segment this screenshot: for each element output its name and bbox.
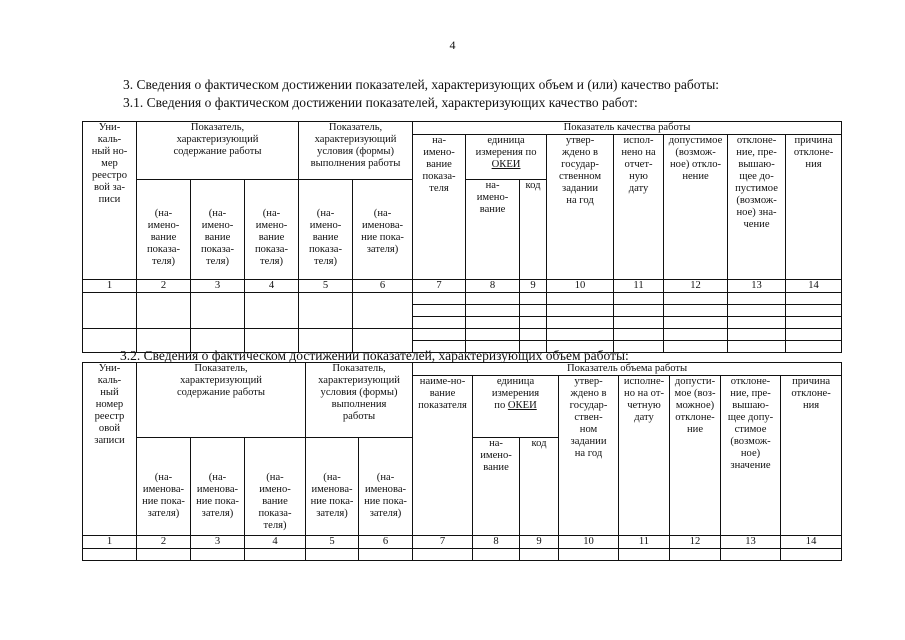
t2-cell[interactable]	[83, 549, 137, 561]
t1-cell[interactable]	[728, 305, 786, 317]
t2-data-row	[83, 549, 842, 561]
t1-approved-header: утвер- ждено в государ- ственном задании на год	[547, 135, 614, 280]
t1-reason-header: причина отклоне- ния	[786, 135, 842, 280]
t1-col-number: 2	[137, 280, 191, 293]
t1-indicator-name-header: на- имено- вание показа- теля	[413, 135, 466, 280]
t1-cell[interactable]	[728, 341, 786, 353]
t1-okei-code-header: код	[520, 180, 547, 280]
t2-cell[interactable]	[559, 549, 619, 561]
t1-cell[interactable]	[353, 293, 413, 329]
t1-cell[interactable]	[786, 317, 842, 329]
t1-cell[interactable]	[413, 293, 466, 305]
t1-okei-label: ОКЕИ	[491, 159, 521, 170]
t1-cell[interactable]	[83, 293, 137, 329]
t1-cell[interactable]	[547, 305, 614, 317]
t1-cell[interactable]	[547, 329, 614, 341]
t1-cell[interactable]	[786, 305, 842, 317]
t2-conditions-group-header: Показатель, характеризующий условия (формы) выполнения работы	[306, 363, 413, 438]
t2-col-number: 5	[306, 536, 359, 549]
t1-okei-name-header: на- имено- вание	[466, 180, 520, 280]
t2-col-number: 1	[83, 536, 137, 549]
t2-reason-header: причина отклоне- ния	[781, 376, 842, 536]
t1-content-name-2: (на- имено- вание показа- теля)	[191, 180, 245, 280]
t1-allowed-deviation-header: допустимое (возмож- ное) откло- нение	[664, 135, 728, 280]
t1-col-number: 4	[245, 280, 299, 293]
t2-col-number: 14	[781, 536, 842, 549]
t1-cell[interactable]	[664, 305, 728, 317]
t1-data-row	[83, 329, 842, 341]
t1-cell[interactable]	[547, 317, 614, 329]
t1-col-number: 5	[299, 280, 353, 293]
t1-content-name-3: (на- имено- вание показа- теля)	[245, 180, 299, 280]
t1-col-number: 11	[614, 280, 664, 293]
t1-condition-name-2: (на- именова- ние пока- зателя)	[353, 180, 413, 280]
t1-exceeding-deviation-header: отклоне- ние, пре- вышаю- щее до- пустимое (возмож- ное) зна- чение	[728, 135, 786, 280]
t2-okei-unit-header	[473, 376, 559, 438]
section-3-1-heading: 3.1. Сведения о фактическом достижении показателей, характеризующих качество работ:	[123, 95, 638, 110]
t2-cell[interactable]	[619, 549, 670, 561]
t1-cell[interactable]	[728, 329, 786, 341]
t2-allowed-deviation-header: допусти- мое (воз- можное) отклоне- ние	[670, 376, 721, 536]
t1-cell[interactable]	[786, 329, 842, 341]
t1-cell[interactable]	[614, 317, 664, 329]
t2-content-name-1: (на- именова- ние пока- зателя)	[137, 438, 191, 536]
t2-cell[interactable]	[191, 549, 245, 561]
t2-okei-code-header: код	[520, 438, 559, 536]
t2-col-number: 6	[359, 536, 413, 549]
t2-unique-number-header: Уни- каль- ный номер реестр овой записи	[83, 363, 137, 536]
t2-col-number: 8	[473, 536, 520, 549]
t2-cell[interactable]	[137, 549, 191, 561]
t1-cell[interactable]	[191, 293, 245, 329]
t2-col-number: 2	[137, 536, 191, 549]
t1-cell[interactable]	[728, 293, 786, 305]
t1-cell[interactable]	[786, 341, 842, 353]
t2-cell[interactable]	[359, 549, 413, 561]
t2-okei-name-header: на- имено- вание	[473, 438, 520, 536]
t2-col-number: 4	[245, 536, 306, 549]
t1-cell[interactable]	[466, 293, 520, 305]
t2-executed-header: исполне- но на от- четную дату	[619, 376, 670, 536]
t1-cell[interactable]	[728, 317, 786, 329]
t1-cell[interactable]	[547, 293, 614, 305]
t1-content-name-1: (на- имено- вание показа- теля)	[137, 180, 191, 280]
quality-indicators-table	[82, 121, 842, 353]
t2-content-group-header: Показатель, характеризующий содержание работы	[137, 363, 306, 438]
t1-col-number: 12	[664, 280, 728, 293]
t2-col-number: 3	[191, 536, 245, 549]
t1-cell[interactable]	[413, 305, 466, 317]
t1-cell[interactable]	[466, 305, 520, 317]
t2-cell[interactable]	[670, 549, 721, 561]
t1-col-number: 9	[520, 280, 547, 293]
t1-cell[interactable]	[466, 329, 520, 341]
t2-approved-header: утвер- ждено в государ- ствен- ном задании на год	[559, 376, 619, 536]
t1-col-number: 13	[728, 280, 786, 293]
t1-okei-unit-header	[466, 135, 547, 180]
t1-cell[interactable]	[614, 305, 664, 317]
t1-cell[interactable]	[520, 317, 547, 329]
t1-col-number: 14	[786, 280, 842, 293]
t2-cell[interactable]	[306, 549, 359, 561]
t1-conditions-group-header: Показатель, характеризующий условия (формы) выполнения работы	[299, 122, 413, 180]
t2-cell[interactable]	[473, 549, 520, 561]
t2-condition-name-1: (на- именова- ние пока- зателя)	[306, 438, 359, 536]
t1-cell[interactable]	[520, 293, 547, 305]
t2-content-name-2: (на- именова- ние пока- зателя)	[191, 438, 245, 536]
t1-cell[interactable]	[413, 317, 466, 329]
volume-indicators-table	[82, 362, 842, 561]
t2-volume-group-header: Показатель объема работы	[413, 363, 842, 376]
t1-cell[interactable]	[137, 293, 191, 329]
t1-okei-unit-label: единица измерения по	[475, 135, 537, 158]
t1-executed-header: испол- нено на отчет- ную дату	[614, 135, 664, 280]
t1-col-number: 1	[83, 280, 137, 293]
t2-cell[interactable]	[245, 549, 306, 561]
t1-cell[interactable]	[664, 293, 728, 305]
t2-col-number: 9	[520, 536, 559, 549]
t2-col-number: 7	[413, 536, 473, 549]
t2-condition-name-2: (на- именова- ние пока- зателя)	[359, 438, 413, 536]
section-3-2-heading: 3.2. Сведения о фактическом достижении показателей, характеризующих объем работы:	[120, 348, 629, 363]
t1-content-group-header: Показатель, характеризующий содержание работы	[137, 122, 299, 180]
t1-quality-group-header: Показатель качества работы	[413, 122, 842, 135]
t1-col-number: 7	[413, 280, 466, 293]
t2-indicator-name-header: наиме-но- вание показателя	[413, 376, 473, 536]
t2-col-number: 12	[670, 536, 721, 549]
t2-cell[interactable]	[520, 549, 559, 561]
t1-cell[interactable]	[245, 293, 299, 329]
t1-col-number: 8	[466, 280, 520, 293]
t1-cell[interactable]	[520, 329, 547, 341]
t1-cell[interactable]	[664, 329, 728, 341]
section-3-heading: 3. Сведения о фактическом достижении показателей, характеризующих объем и (или) качество работы:	[123, 77, 720, 92]
t1-cell[interactable]	[466, 317, 520, 329]
t2-col-number: 11	[619, 536, 670, 549]
t1-cell[interactable]	[614, 329, 664, 341]
t2-cell[interactable]	[413, 549, 473, 561]
t2-okei-label: ОКЕИ	[507, 400, 537, 411]
t1-data-row	[83, 293, 842, 305]
t1-cell[interactable]	[664, 341, 728, 353]
t2-exceeding-deviation-header: отклоне- ние, пре- вышаю- щее допу- стимое (возмож- ное) значение	[721, 376, 781, 536]
t2-col-number: 13	[721, 536, 781, 549]
t2-okei-unit-label: единица измерения по	[491, 376, 540, 411]
t1-cell[interactable]	[786, 293, 842, 305]
t1-col-number: 10	[547, 280, 614, 293]
t1-unique-number-header: Уни- каль- ный но- мер реестро вой за- писи	[83, 122, 137, 280]
t1-cell[interactable]	[664, 317, 728, 329]
t1-col-number: 3	[191, 280, 245, 293]
t1-col-number: 6	[353, 280, 413, 293]
t1-condition-name-1: (на- имено- вание показа- теля)	[299, 180, 353, 280]
t2-cell[interactable]	[781, 549, 842, 561]
t1-cell[interactable]	[520, 305, 547, 317]
t2-cell[interactable]	[721, 549, 781, 561]
t2-content-name-3: (на- имено- вание показа- теля)	[245, 438, 306, 536]
t1-cell[interactable]	[413, 329, 466, 341]
t1-cell[interactable]	[299, 293, 353, 329]
t2-col-number: 10	[559, 536, 619, 549]
t1-cell[interactable]	[614, 293, 664, 305]
page-number: 4	[449, 38, 456, 52]
